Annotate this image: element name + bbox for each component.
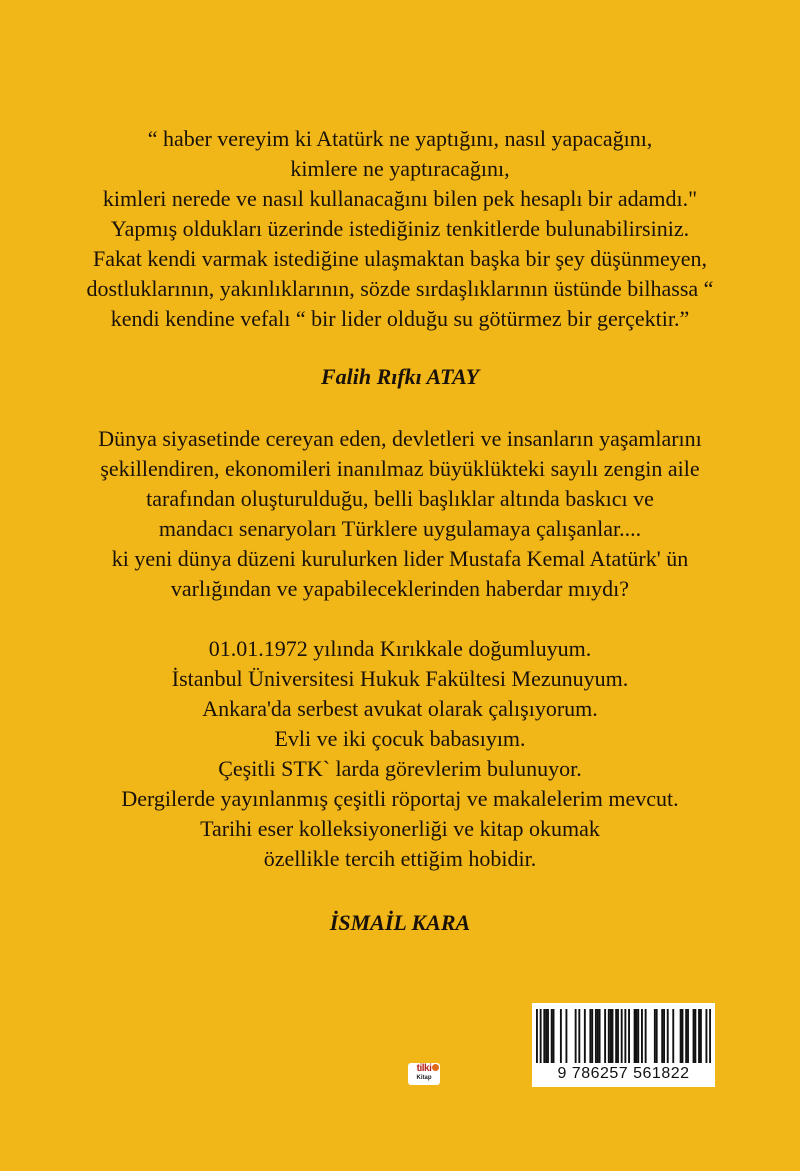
barcode-bar bbox=[637, 1009, 639, 1063]
barcode-bar bbox=[545, 1009, 547, 1063]
publisher-logo-subtext: Kitap bbox=[416, 1075, 432, 1081]
bio-line: Ankara'da serbest avukat olarak çalışıyorum. bbox=[202, 696, 598, 721]
barcode-bar bbox=[663, 1009, 665, 1063]
quote-line: “ haber vereyim ki Atatürk ne yaptığını, nasıl yapacağını, bbox=[147, 126, 653, 151]
isbn-number: 9 786257 561822 bbox=[557, 1065, 690, 1082]
barcode-bar bbox=[624, 1009, 626, 1063]
author-quote bbox=[0, 124, 800, 334]
barcode-bar bbox=[634, 1009, 636, 1063]
barcode-bar bbox=[654, 1009, 656, 1063]
barcode-bar bbox=[560, 1009, 562, 1063]
barcode-bar bbox=[635, 1009, 637, 1063]
quote-line: kimleri nerede ve nasıl kullanacağını bilen pek hesaplı bir adamdı." bbox=[102, 186, 698, 211]
barcode-bar bbox=[615, 1009, 617, 1063]
barcode-bar bbox=[628, 1009, 630, 1063]
summary-paragraph bbox=[0, 424, 800, 604]
barcode-bar bbox=[682, 1009, 684, 1063]
quote-author: Falih Rıfkı ATAY bbox=[320, 364, 480, 389]
publisher-logo bbox=[408, 1063, 440, 1085]
barcode-bar bbox=[645, 1009, 647, 1063]
quote-line: kendi kendine vefalı “ bir lider olduğu su götürmez bir gerçektir.” bbox=[110, 306, 690, 331]
barcode-bar bbox=[694, 1009, 696, 1063]
barcode-bar bbox=[584, 1009, 586, 1063]
quote-line: kimlere ne yaptıracağını, bbox=[290, 156, 510, 181]
barcode-bar bbox=[597, 1009, 599, 1063]
barcode-bar bbox=[617, 1009, 619, 1063]
barcode-bar bbox=[709, 1009, 711, 1063]
barcode-bar bbox=[565, 1009, 567, 1063]
barcode-bar bbox=[553, 1009, 555, 1063]
barcode-bar bbox=[680, 1009, 682, 1063]
barcode-bar bbox=[608, 1009, 610, 1063]
barcode-bar bbox=[700, 1009, 702, 1063]
bio-line: 01.01.1972 yılında Kırıkkale doğumluyum. bbox=[208, 636, 592, 661]
bio-line: Tarihi eser kolleksiyonerliği ve kitap okumak bbox=[200, 816, 600, 841]
quote-line: Fakat kendi varmak istediğine ulaşmaktan başka bir şey düşünmeyen, bbox=[92, 246, 707, 271]
barcode-bar bbox=[656, 1009, 658, 1063]
bio-line: İstanbul Üniversitesi Hukuk Fakültesi Mezunuyum. bbox=[171, 666, 629, 691]
summary-line: tarafından oluşturulduğu, belli başlıklar altında baskıcı ve bbox=[146, 486, 654, 511]
barcode-bar bbox=[599, 1009, 601, 1063]
summary-line: ki yeni dünya düzeni kurulurken lider Mustafa Kemal Atatürk' ün bbox=[111, 546, 689, 571]
barcode-bar bbox=[591, 1009, 593, 1063]
barcode-bar bbox=[575, 1009, 577, 1063]
summary-line: şekillendiren, ekonomileri inanılmaz büyüklükteki sayılı zengin aile bbox=[100, 456, 700, 481]
barcode-bar bbox=[698, 1009, 700, 1063]
bio-line: özellikle tercih ettiğim hobidir. bbox=[263, 846, 537, 871]
barcode-bar bbox=[705, 1009, 707, 1063]
barcode-bars bbox=[536, 1009, 711, 1063]
barcode-bar bbox=[540, 1009, 542, 1063]
barcode-bar bbox=[612, 1009, 614, 1063]
barcode-bar bbox=[610, 1009, 612, 1063]
barcode-bar bbox=[578, 1009, 580, 1063]
barcode-bar bbox=[693, 1009, 695, 1063]
isbn-barcode bbox=[532, 1003, 715, 1087]
barcode-bar bbox=[547, 1009, 549, 1063]
summary-line: varlığından ve yapabileceklerinden haberdar mıydı? bbox=[170, 576, 630, 601]
fox-icon bbox=[432, 1064, 439, 1071]
book-author: İSMAİL KARA bbox=[329, 910, 471, 935]
barcode-bar bbox=[595, 1009, 597, 1063]
barcode-bar bbox=[543, 1009, 545, 1063]
quote-line: Yapmış oldukları üzerinde istediğiniz tenkitlerde bulunabilirsiniz. bbox=[110, 216, 690, 241]
author-bio bbox=[0, 634, 800, 874]
summary-line: mandacı senaryoları Türklere uygulamaya çalışanlar.... bbox=[158, 516, 642, 541]
barcode-bar bbox=[536, 1009, 538, 1063]
bio-line: Dergilerde yayınlanmış çeşitli röportaj ve makalelerim mevcut. bbox=[121, 786, 679, 811]
barcode-bar bbox=[621, 1009, 623, 1063]
barcode-bar bbox=[687, 1009, 689, 1063]
barcode-bar bbox=[589, 1009, 591, 1063]
barcode-bar bbox=[604, 1009, 606, 1063]
barcode-bar bbox=[685, 1009, 687, 1063]
barcode-bar bbox=[551, 1009, 553, 1063]
bio-line: Çeşitli STK` larda görevlerim bulunuyor. bbox=[218, 756, 582, 781]
barcode-bar bbox=[661, 1009, 663, 1063]
quote-line: dostluklarının, yakınlıklarının, sözde sırdaşlıklarının üstünde bilhassa “ bbox=[86, 276, 714, 301]
publisher-logo-text: tilki bbox=[416, 1063, 432, 1074]
bio-line: Evli ve iki çocuk babasıyım. bbox=[274, 726, 526, 751]
barcode-bar bbox=[641, 1009, 643, 1063]
barcode-bar bbox=[672, 1009, 674, 1063]
summary-line: Dünya siyasetinde cereyan eden, devletleri ve insanların yaşamlarını bbox=[98, 426, 702, 451]
barcode-bar bbox=[667, 1009, 669, 1063]
